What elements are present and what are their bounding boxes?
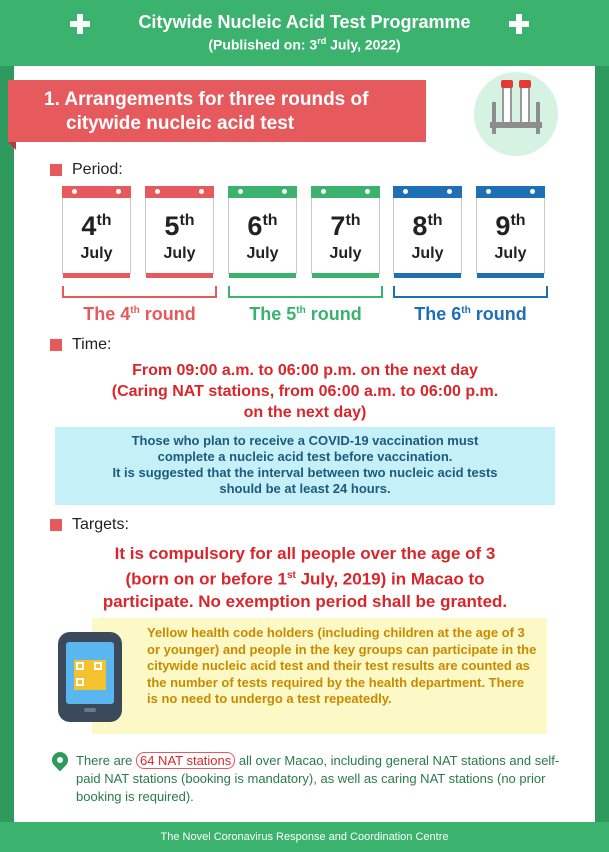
period-label: Period: — [50, 161, 123, 179]
time-label: Time: — [50, 336, 111, 354]
targets-label: Targets: — [50, 516, 129, 534]
calendar-date: 6th July — [228, 186, 297, 274]
nat-count-highlight: 64 NAT stations — [136, 752, 235, 769]
round-label-4: The 4th round — [83, 304, 196, 324]
nat-stations-text: There are 64 NAT stations all over Macao, including general NAT stations and self-paid NAT stations (booking is mandatory), as well as caring NAT stations (no prior booking is required). — [76, 753, 560, 804]
header-banner — [0, 0, 609, 62]
published-date: (Published on: 3rd July, 2022) — [208, 36, 401, 53]
calendar-date: 9th July — [476, 186, 545, 274]
card-border-left — [0, 66, 14, 822]
cross-icon — [509, 14, 529, 34]
bullet-square-icon — [50, 519, 62, 531]
yellow-code-note: Yellow health code holders (including children at the age of 3 or younger) and people in the key groups can participate in the citywide nucleic acid test and their test results are counted as the number of tests required by the health department. There is no need to undergo a test repeatedly. — [92, 618, 547, 734]
time-text: From 09:00 a.m. to 06:00 p.m. on the next day (Caring NAT stations, from 06:00 a.m. to 06:00 p.m. on the next day) — [111, 362, 499, 421]
bullet-square-icon — [50, 164, 62, 176]
calendar-date: 8th July — [393, 186, 462, 274]
calendar-date: 5th July — [145, 186, 214, 274]
page-title: Citywide Nucleic Acid Test Programme — [138, 12, 471, 32]
section-heading: 1. Arrangements for three rounds of citywide nucleic acid test — [8, 80, 426, 142]
round-bracket — [393, 286, 548, 298]
calendar-date: 7th July — [311, 186, 380, 274]
round-label-5: The 5th round — [249, 304, 362, 324]
targets-text: It is compulsory for all people over the age of 3 (born on or before 1st July, 2019) in Macao to participate. No exemption period shall be granted. — [102, 544, 508, 611]
bullet-square-icon — [50, 339, 62, 351]
round-bracket — [62, 286, 217, 298]
calendar-date: 4th July — [62, 186, 131, 274]
phone-qr-icon — [58, 632, 122, 722]
round-bracket — [228, 286, 383, 298]
card-border-right — [595, 66, 609, 822]
round-label-6: The 6th round — [414, 304, 527, 324]
vaccination-info-box: Those who plan to receive a COVID-19 vaccination must complete a nucleic acid test before vaccination. It is suggested that the interval between two nucleic acid tests should be at least 24 hours. — [55, 427, 555, 505]
test-tube-icon — [474, 72, 558, 156]
footer-credit: The Novel Coronavirus Response and Coordination Centre — [0, 822, 609, 852]
